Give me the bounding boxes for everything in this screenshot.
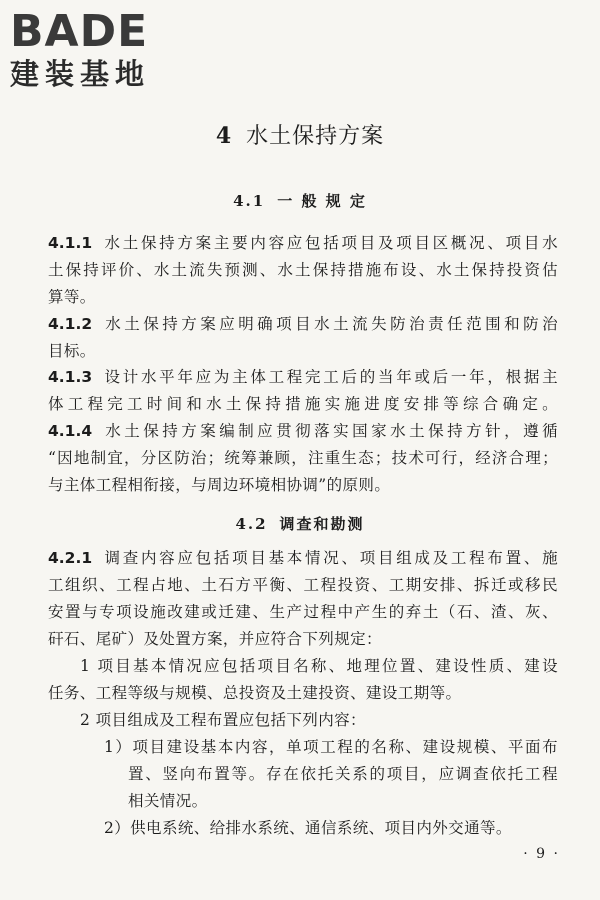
clause-number: 4.2.1 (48, 549, 93, 567)
text-line (104, 818, 558, 838)
bade-logo (10, 6, 175, 91)
section-title-4-1 (0, 190, 600, 211)
line-text: 安置与专项设施改建或迁建、生产过程中产生的弃土（石、渣、灰、 (48, 603, 558, 621)
line-text: 与主体工程相衔接，与周边环境相协调”的原则。 (48, 476, 391, 494)
text-line (48, 287, 558, 307)
text-line (128, 791, 558, 811)
clause-number: 4.1.2 (48, 315, 93, 333)
text-line (48, 421, 558, 441)
line-text: 矸石、尾矿）及处置方案，并应符合下列规定： (48, 630, 382, 648)
line-text: 1）项目建设基本内容，单项工程的名称、建设规模、平面布 (104, 738, 558, 756)
text-line (80, 656, 558, 676)
section-name: 调查和勘测 (279, 515, 365, 533)
text-line (48, 233, 558, 253)
chapter-number: 4 (215, 123, 233, 149)
chapter-title (0, 119, 600, 150)
line-text: 置、竖向布置等。存在依托关系的项目，应调查依托工程 (128, 765, 558, 783)
line-text: 2 项目组成及工程布置应包括下列内容： (80, 711, 366, 729)
line-text: 水土保持方案主要内容应包括项目及项目区概况、项目水 (102, 234, 558, 252)
line-text: 算等。 (48, 288, 96, 306)
section-name: 一 般 规 定 (277, 192, 367, 210)
section-number: 4.2 (235, 515, 268, 533)
text-line (48, 575, 558, 595)
line-text: 任务、工程等级与规模、总投资及土建投资、建设工期等。 (48, 684, 462, 702)
text-line (48, 475, 558, 495)
section-number: 4.1 (233, 192, 266, 210)
line-text: 调查内容应包括项目基本情况、项目组成及工程布置、施 (102, 549, 558, 567)
clause-number: 4.1.1 (48, 234, 93, 252)
line-text: 工组织、工程占地、土石方平衡、工程投资、工期安排、拆迁或移民 (48, 576, 558, 594)
bade-wordmark (10, 6, 175, 52)
line-text: 相关情况。 (128, 792, 208, 810)
text-line (48, 367, 558, 387)
line-text: 目标。 (48, 342, 96, 360)
line-text: 1 项目基本情况应包括项目名称、地理位置、建设性质、建设 (80, 657, 558, 675)
text-line (128, 764, 558, 784)
text-line (48, 602, 558, 622)
line-text: 设计水平年应为主体工程完工后的当年或后一年，根据主 (102, 368, 558, 386)
line-text: “因地制宜，分区防治；统筹兼顾，注重生态；技术可行，经济合理； (48, 449, 558, 467)
line-text: 水土保持方案应明确项目水土流失防治责任范围和防治 (102, 315, 558, 333)
text-line (48, 548, 558, 568)
line-text: 体工程完工时间和水土保持措施实施进度安排等综合确定。 (48, 395, 558, 413)
clause-number: 4.1.3 (48, 368, 93, 386)
line-text: 土保持评价、水土流失预测、水土保持措施布设、水土保持投资估 (48, 261, 558, 279)
section-title-4-2 (0, 513, 600, 534)
clause-number: 4.1.4 (48, 422, 93, 440)
logo-brand: BADE (10, 6, 149, 52)
page-number: · 9 · (523, 846, 560, 862)
line-text: 水土保持方案编制应贯彻落实国家水土保持方针，遵循 (102, 422, 558, 440)
text-line (48, 683, 558, 703)
text-line (48, 629, 558, 649)
text-line (48, 341, 558, 361)
text-line (48, 394, 558, 414)
text-line (80, 710, 558, 730)
text-line (104, 737, 558, 757)
logo-subtitle: 建装基地 (10, 57, 151, 91)
text-line (48, 448, 558, 468)
line-text: 2）供电系统、给排水系统、通信系统、项目内外交通等。 (104, 819, 512, 837)
text-line (48, 260, 558, 280)
text-line (48, 314, 558, 334)
chapter-name: 水土保持方案 (246, 124, 385, 149)
